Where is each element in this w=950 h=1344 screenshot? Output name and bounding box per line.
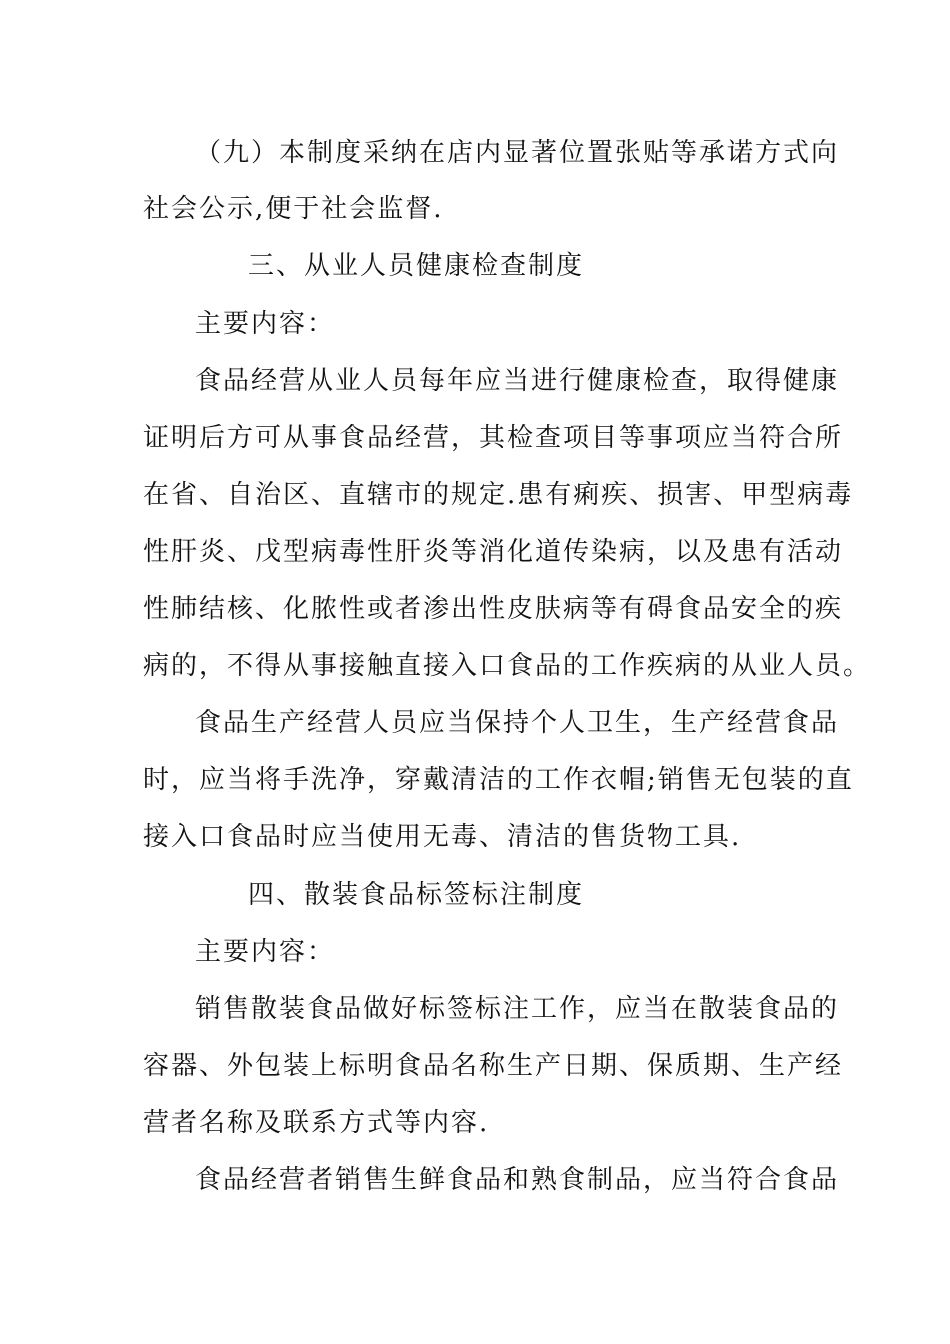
- section-subheading: 主要内容：: [195, 937, 336, 967]
- paragraph-line: 证明后方可从事食品经营，其检查项目等事项应当符合所: [143, 423, 844, 453]
- paragraph-line: 营者名称及联系方式等内容.: [143, 1108, 490, 1138]
- paragraph-line: 食品经营从业人员每年应当进行健康检查，取得健康: [195, 366, 840, 396]
- paragraph-line: 接入口食品时应当使用无毒、清洁的售货物工具.: [143, 822, 742, 852]
- paragraph-line: 时，应当将手洗净，穿戴清洁的工作衣帽;销售无包装的直: [143, 765, 854, 795]
- section-heading: 三、从业人员健康检查制度: [248, 251, 585, 281]
- paragraph-line: 性肝炎、戊型病毒性肝炎等消化道传染病，以及患有活动: [143, 537, 844, 567]
- paragraph-line: 在省、自治区、直辖市的规定.患有痢疾、损害、甲型病毒: [143, 480, 854, 510]
- section-heading: 四、散装食品标签标注制度: [248, 880, 585, 910]
- paragraph-line: 社会公示,便于社会监督.: [143, 194, 444, 224]
- paragraph-line: 病的，不得从事接触直接入口食品的工作疾病的从业人员。: [143, 651, 872, 681]
- section-subheading: 主要内容：: [195, 309, 336, 339]
- paragraph-line: 性肺结核、化脓性或者渗出性皮肤病等有碍食品安全的疾: [143, 594, 844, 624]
- paragraph-line: 容器、外包装上标明食品名称生产日期、保质期、生产经: [143, 1051, 844, 1081]
- paragraph-line: （九）本制度采纳在店内显著位置张贴等承诺方式向: [195, 138, 840, 168]
- paragraph-line: 食品经营者销售生鲜食品和熟食制品，应当符合食品: [195, 1165, 840, 1195]
- paragraph-line: 销售散装食品做好标签标注工作，应当在散装食品的: [195, 994, 840, 1024]
- paragraph-line: 食品生产经营人员应当保持个人卫生，生产经营食品: [195, 708, 840, 738]
